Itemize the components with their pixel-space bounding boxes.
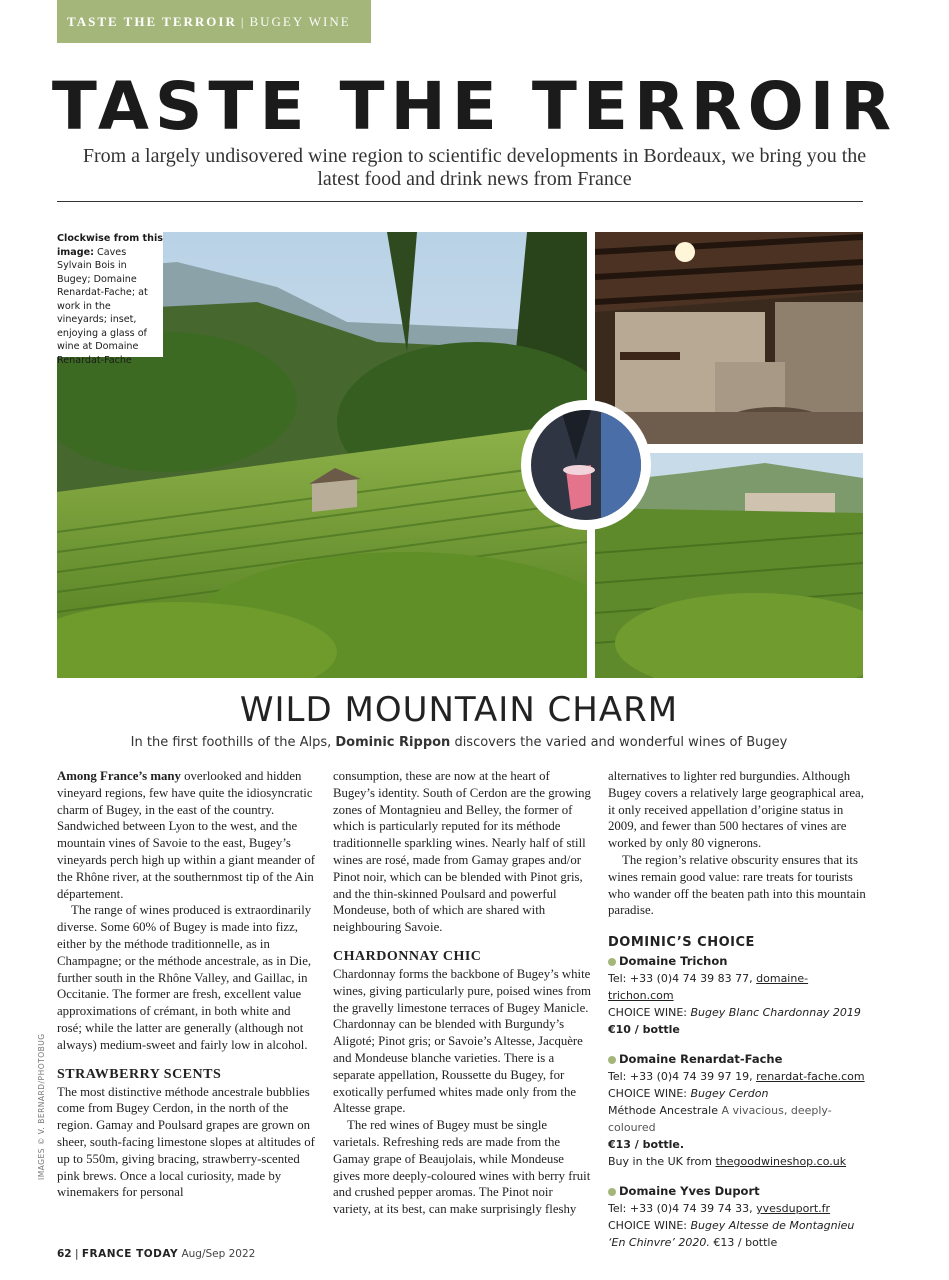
choice-wine-label: CHOICE WINE: [608,1087,691,1100]
cellar-photo [595,232,863,444]
issue-date: Aug/Sep 2022 [181,1248,256,1260]
choice-item [608,1051,868,1170]
page-folio [57,1248,255,1260]
body-column-1 [57,768,315,1201]
uk-stockist-text: Buy in the UK from [608,1155,716,1168]
photo-caption [57,232,163,366]
article-title: WILD MOUNTAIN CHARM [239,690,679,730]
paragraph-text: overlooked and hidden vineyard regions, few have quite the idiosyncratic charm of Bugey, in the east of the country. Sandwiched between Lyon to the west, and the mountain vines of Savoie to the east, Bugey’s vineyards perch high up within a giant meander of the Rhône river, at the southernmost tip of the Ain département. [57,769,315,901]
section-tab-separator: | [240,14,246,29]
website-link[interactable]: renardat-fache.com [756,1070,865,1083]
paragraph: The range of wines produced is extraordinarily diverse. Some 60% of Bugey is made into fizz, either by the méthode traditionnelle, as in Champagne; or the méthode ancestrale, as in Die, further south in the Rhône Valley, and Gaillac, in Occitanie. The former are fresh, excellent value approximations of crémant, in both white and rosé; while the latter are generally (although not always) medium-sweet and fairly low in alcohol. [57,903,312,1052]
photo-credit: IMAGES © V. BERNARD/PHOTOBUG [37,1033,46,1180]
paragraph: consumption, these are now at the heart of Bugey’s identity. South of Cerdon are the growing zones of Montagnieu and Belley, the former of which is particularly reputed for its méthode traditionnelle sparkling wines. Nearly half of still wines are rosé, made from Gamay grapes and/or Pinot noir, which can be blended with Pinot gris, and the thin-skinned Poulsard and powerful Mondeuse, both of which are shared with neighbouring Savoie. [333,769,591,935]
wine-style: Méthode Ancestrale [608,1104,718,1117]
page-number: 62 [57,1248,72,1260]
domaine-name: Domaine Trichon [619,954,728,968]
website-link[interactable]: domaine-trichon.com [608,972,809,1002]
telephone: Tel: +33 (0)4 74 39 97 19, [608,1070,757,1083]
caption-lead: Clockwise from this image: [57,233,163,258]
author-name: Dominic Rippon [335,735,451,750]
section-tab-subtitle: BUGEY WINE [249,14,351,29]
paragraph: The region’s relative obscurity ensures that its wines remain good value: rare treats for tourists who wander off the beaten path into this mountain paradise. [608,852,866,918]
paragraph [57,768,315,902]
article-subtitle [0,735,918,750]
inset-photo [521,400,651,530]
paragraph: The red wines of Bugey must be single varietals. Refreshing reds are made from the Gamay grape of Beaujolais, while Mondeuse gives more deeply-coloured wines with berry fruit and crushed pepper aromas. The Pinot noir variety, at its best, can make surprisingly fleshy [333,1118,591,1217]
subheading: STRAWBERRY SCENTS [57,1066,222,1082]
price: €13 / bottle. [608,1138,684,1151]
magazine-name: FRANCE TODAY [81,1248,179,1260]
telephone: Tel: +33 (0)4 74 39 83 77, [608,972,757,985]
dominics-choice-box [608,934,868,1251]
subheading: CHARDONNAY CHIC [333,948,482,964]
uk-stockist-link[interactable]: thegoodwineshop.co.uk [715,1155,847,1168]
choice-wine: Bugey Altesse de Montagnieu ‘En Chinvre’ 2020. [608,1219,855,1249]
paragraph: The most distinctive méthode ancestrale bubblies come from Bugey Cerdon, in the north of the region. Gamay and Poulsard grapes are grown on sheer, south-facing limestone slopes at altitudes of up to 550m, giving bracing, strawberry-scented pink brews. Once a local curiosity, made by winemakers for personal [57,1084,315,1200]
choice-wine-label: CHOICE WINE: [608,1219,691,1232]
page-headline: TASTE THE TERROIR [51,68,898,145]
price: €13 / bottle [709,1236,778,1249]
wine-description: A vivacious, deeply-coloured [608,1104,832,1134]
lead-in: Among France’s many [57,769,181,783]
choice-item [608,953,868,1038]
header-rule [57,201,863,202]
website-link[interactable]: yvesduport.fr [756,1202,831,1215]
subtitle-text-end: discovers the varied and wonderful wines of Bugey [450,735,788,750]
bullet-dot-icon [608,1056,616,1064]
folio-separator: | [74,1248,79,1260]
domaine-name: Domaine Renardat-Fache [619,1052,783,1066]
bullet-dot-icon [608,1188,616,1196]
section-tab [57,0,371,43]
body-column-2 [333,768,591,1218]
choice-heading: DOMINIC’S CHOICE [608,935,755,950]
choice-wine: Bugey Blanc Chardonnay 2019 [690,1006,861,1019]
bullet-dot-icon [608,958,616,966]
section-tab-title: TASTE THE TERROIR [67,14,237,29]
paragraph: Chardonnay forms the backbone of Bugey’s white wines, giving particularly pure, poised wines from the gravelly limestone terraces of Bugey Manicle. Chardonnay can be blended with Burgundy’s Aligoté; Pinot gris; or Savoie’s Altesse, Jacquère and Mondeuse blanche varieties. There is a separate appellation, Roussette du Bugey, for exotically perfumed whites made only from the Altesse grape. [333,966,592,1116]
body-column-3 [608,768,866,919]
telephone: Tel: +33 (0)4 74 39 74 33, [608,1202,757,1215]
caption-text: Caves Sylvain Bois in Bugey; Domaine Renardat-Fache; at work in the vineyards; inset, enjoying a glass of wine at Domaine Renardat-Fache [57,246,148,366]
price: €10 / bottle [608,1023,680,1036]
paragraph: alternatives to lighter red burgundies. Although Bugey covers a relatively large geographical area, it only received appellation d’origine status in 2009, and fewer than 500 hectares of vines are worked by only 80 vignerons. [608,769,864,851]
subtitle-text: In the first foothills of the Alps, [130,735,336,750]
choice-wine: Bugey Cerdon [690,1087,769,1100]
choice-wine-label: CHOICE WINE: [608,1006,691,1019]
choice-item [608,1183,868,1251]
domaine-name: Domaine Yves Duport [619,1184,760,1198]
standfirst: From a largely undisovered wine region to scientific developments in Bordeaux, we bring you the latest food and drink news from France [82,145,867,190]
